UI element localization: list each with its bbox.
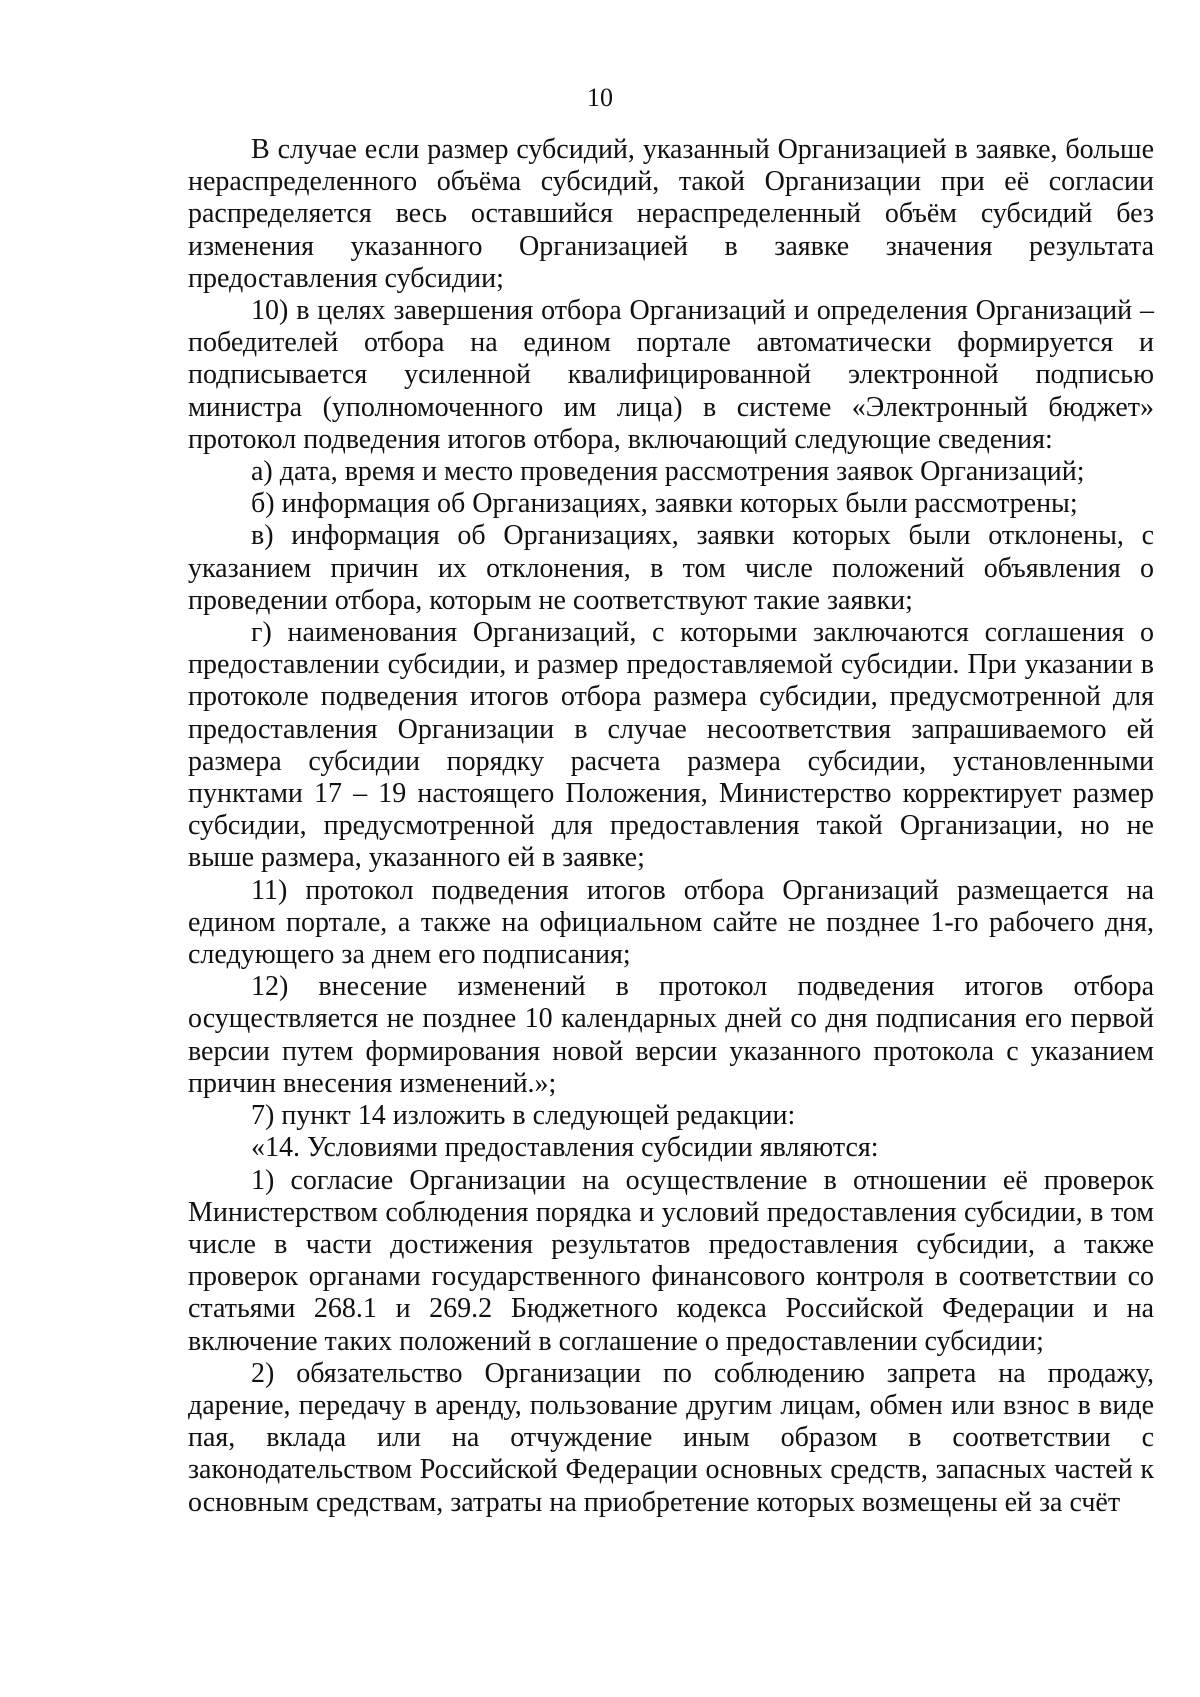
paragraph: г) наименования Организаций, с которыми заключаются соглашения о предоставлении субсидии, и размер предоставляемой субсидии. При указании в протоколе подведения итогов отбора размера субсидии, предусмотренной для предоставления Организации в случае несоответствия запрашиваемого ей размера субсидии порядку расчета размера субсидии, установленными пунктами 17 – 19 настоящего Положения, Министерство корректирует размер субсидии, предусмотренной для предоставления такой Организации, но не выше размера, указанного ей в заявке; — [188, 617, 1154, 874]
paragraph: «14. Условиями предоставления субсидии являются: — [251, 1132, 879, 1164]
paragraph: в) информация об Организациях, заявки которых были отклонены, с указанием причин их отклонения, в том числе положений объявления о проведении отбора, которым не соответствуют такие заявки; — [188, 520, 1154, 616]
paragraph: 2) обязательство Организации по соблюдению запрета на продажу, дарение, передачу в аренду, пользование другим лицам, обмен или взнос в виде пая, вклада или на отчуждение иным образом в соответствии с законодательством Российской Федерации основных средств, запасных частей к основным средствам, затраты на приобретение которых возмещены ей за счёт — [188, 1357, 1154, 1518]
page-number: 10 — [587, 83, 613, 112]
paragraph: 12) внесение изменений в протокол подведения итогов отбора осуществляется не позднее 10 календарных дней со дня подписания его первой версии путем формирования новой версии указанного протокола с указанием причин внесения изменений.»; — [188, 971, 1154, 1099]
paragraph: В случае если размер субсидий, указанный Организацией в заявке, больше нераспределенного объёма субсидий, такой Организации при её согласии распределяется весь оставшийся нераспределенный объём субсидий без изменения указанного Организацией в заявке значения результата предоставления субсидии; — [188, 134, 1154, 294]
paragraph: 1) согласие Организации на осуществление в отношении её проверок Министерством соблюдения порядка и условий предоставления субсидии, в том числе в части достижения результатов предоставления субсидии, а также проверок органами государственного финансового контроля в соответствии со статьями 268.1 и 269.2 Бюджетного кодекса Российской Федерации и на включение таких положений в соглашение о предоставлении субсидии; — [188, 1164, 1154, 1357]
document-body — [188, 134, 1154, 1519]
paragraph: 7) пункт 14 изложить в следующей редакции: — [251, 1100, 796, 1132]
paragraph: 11) протокол подведения итогов отбора Организаций размещается на едином портале, а также на официальном сайте не позднее 1-го рабочего дня, следующего за днем его подписания; — [188, 874, 1154, 971]
paragraph: б) информация об Организациях, заявки которых были рассмотрены; — [251, 488, 1078, 520]
paragraph: 10) в целях завершения отбора Организаций и определения Организаций – победителей отбора на едином портале автоматически формируется и подписывается усиленной квалифицированной электронной подписью министра (уполномоченного им лица) в системе «Электронный бюджет» протокол подведения итогов отбора, включающий следующие сведения: — [188, 295, 1154, 455]
paragraph: а) дата, время и место проведения рассмотрения заявок Организаций; — [251, 456, 1085, 488]
